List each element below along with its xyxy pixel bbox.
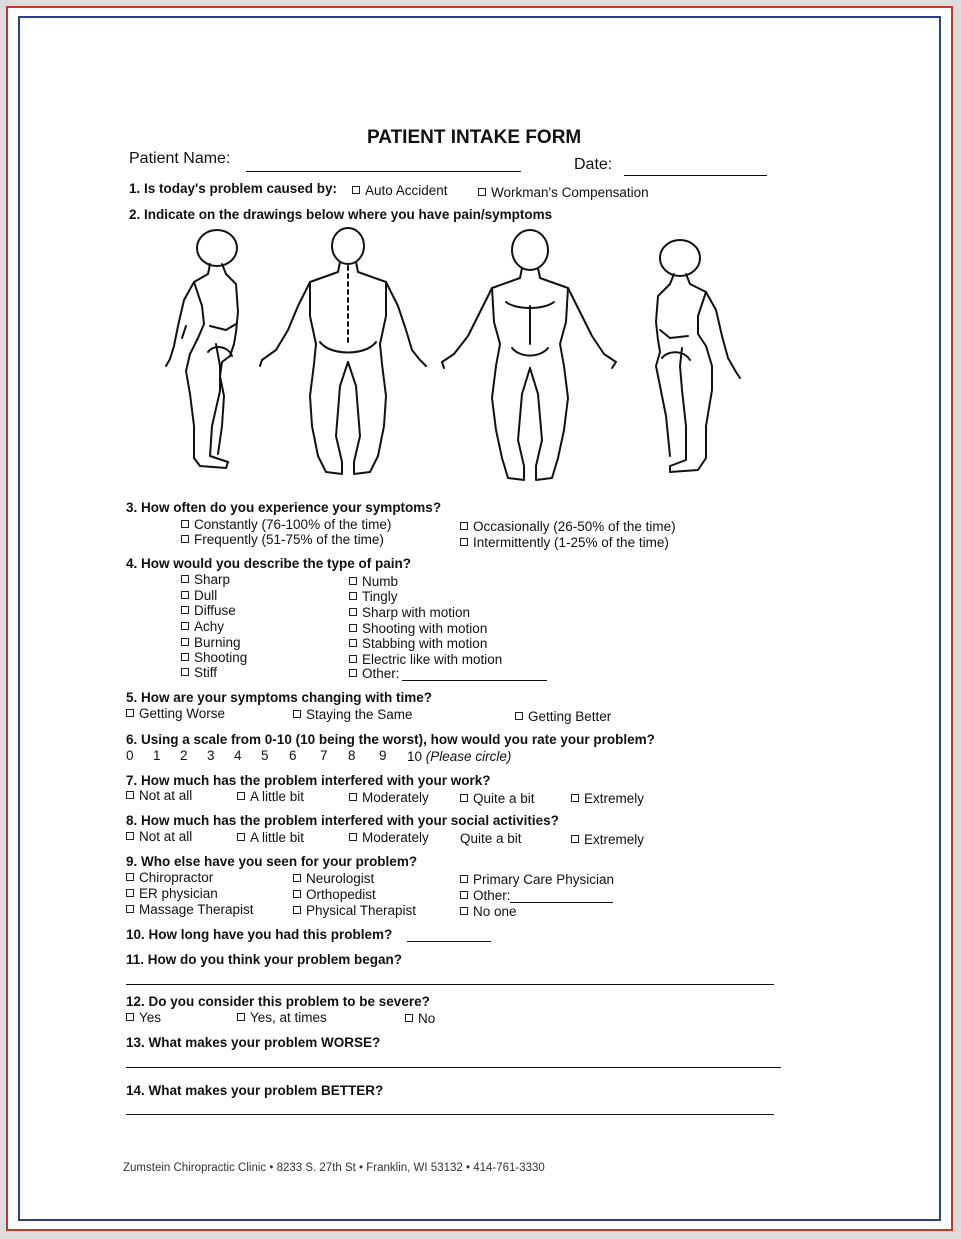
q6-scale-9[interactable]: 9 xyxy=(379,748,387,763)
checkbox[interactable] xyxy=(126,905,134,913)
checkbox[interactable] xyxy=(181,575,189,583)
checkbox[interactable] xyxy=(460,794,468,802)
q6-scale-1[interactable]: 1 xyxy=(153,748,161,763)
q3-option-frequently[interactable]: Frequently (51-75% of the time) xyxy=(181,532,384,548)
checkbox[interactable] xyxy=(405,1014,413,1022)
checkbox[interactable] xyxy=(460,875,468,883)
checkbox[interactable] xyxy=(126,709,134,717)
q4-option-shooting[interactable]: Shooting xyxy=(181,650,247,666)
q7-option-quite-a-bit[interactable]: Quite a bit xyxy=(460,791,535,807)
q6-scale-2[interactable]: 2 xyxy=(180,748,188,763)
checkbox[interactable] xyxy=(349,639,357,647)
q8-option-quite-a-bit[interactable]: Quite a bit xyxy=(460,831,522,846)
form-title: PATIENT INTAKE FORM xyxy=(367,127,582,148)
q10-text: 10. How long have you had this problem? xyxy=(126,927,393,942)
q6-scale-0[interactable]: 0 xyxy=(126,748,134,763)
checkbox[interactable] xyxy=(460,522,468,530)
q5-text: 5. How are your symptoms changing with time? xyxy=(126,690,433,705)
q6-scale-6[interactable]: 6 xyxy=(289,748,297,763)
checkbox[interactable] xyxy=(126,832,134,840)
checkbox[interactable] xyxy=(181,591,189,599)
checkbox[interactable] xyxy=(293,890,301,898)
q3-option-intermittently[interactable]: Intermittently (1-25% of the time) xyxy=(460,535,669,551)
q5-option-staying-same[interactable]: Staying the Same xyxy=(293,707,413,723)
q3-option-occasionally[interactable]: Occasionally (26-50% of the time) xyxy=(460,519,676,535)
q9-option-er-physician[interactable]: ER physician xyxy=(126,886,218,902)
q9-option-primary-care[interactable]: Primary Care Physician xyxy=(460,872,614,888)
q4-option-stiff[interactable]: Stiff xyxy=(181,665,217,681)
checkbox[interactable] xyxy=(181,668,189,676)
checkbox[interactable] xyxy=(237,1013,245,1021)
q4-option-achy[interactable]: Achy xyxy=(181,619,224,635)
checkbox[interactable] xyxy=(460,907,468,915)
q4-option-sharp[interactable]: Sharp xyxy=(181,572,230,588)
q1-option-auto-accident[interactable]: Auto Accident xyxy=(352,183,448,199)
checkbox[interactable] xyxy=(293,874,301,882)
checkbox[interactable] xyxy=(181,622,189,630)
q4-option-diffuse[interactable]: Diffuse xyxy=(181,603,236,619)
q12-text: 12. Do you consider this problem to be severe? xyxy=(126,994,430,1009)
body-diagrams[interactable] xyxy=(150,226,760,488)
q6-scale-5[interactable]: 5 xyxy=(261,748,269,763)
q7-option-extremely[interactable]: Extremely xyxy=(571,791,644,807)
q14-text: 14. What makes your problem BETTER? xyxy=(126,1083,384,1098)
q3-option-constantly[interactable]: Constantly (76-100% of the time) xyxy=(181,517,391,533)
checkbox[interactable] xyxy=(349,608,357,616)
patient-name-field[interactable] xyxy=(246,171,521,172)
checkbox[interactable] xyxy=(349,655,357,663)
q8-text: 8. How much has the problem interfered with your social activities? xyxy=(126,813,559,828)
checkbox[interactable] xyxy=(460,891,468,899)
checkbox[interactable] xyxy=(126,873,134,881)
q12-option-yes[interactable]: Yes xyxy=(126,1010,161,1026)
q1-text: 1. Is today's problem caused by: xyxy=(129,181,338,196)
q8-option-little-bit[interactable]: A little bit xyxy=(237,830,304,846)
q4-option-tingly[interactable]: Tingly xyxy=(349,589,398,605)
checkbox[interactable] xyxy=(237,833,245,841)
q7-option-little-bit[interactable]: A little bit xyxy=(237,789,304,805)
checkbox[interactable] xyxy=(515,712,523,720)
checkbox[interactable] xyxy=(349,793,357,801)
q9-option-physical-therapist[interactable]: Physical Therapist xyxy=(293,903,416,919)
q12-option-yes-at-times[interactable]: Yes, at times xyxy=(237,1010,327,1026)
q4-option-dull[interactable]: Dull xyxy=(181,588,217,604)
q9-option-massage-therapist[interactable]: Massage Therapist xyxy=(126,902,254,918)
q4-option-burning[interactable]: Burning xyxy=(181,635,241,651)
q6-scale-8[interactable]: 8 xyxy=(348,748,356,763)
checkbox[interactable] xyxy=(126,889,134,897)
q14-answer-field[interactable] xyxy=(126,1114,774,1115)
date-field[interactable] xyxy=(624,175,767,176)
checkbox[interactable] xyxy=(352,186,360,194)
q2-text: 2. Indicate on the drawings below where you have pain/symptoms xyxy=(129,207,553,222)
checkbox[interactable] xyxy=(181,606,189,614)
q13-answer-field[interactable] xyxy=(126,1067,781,1068)
q5-option-getting-better[interactable]: Getting Better xyxy=(515,709,611,725)
q11-answer-field[interactable] xyxy=(126,984,774,985)
q8-option-not-at-all[interactable]: Not at all xyxy=(126,829,192,845)
q4-option-sharp-with-motion[interactable]: Sharp with motion xyxy=(349,605,470,621)
q4-other-field[interactable] xyxy=(402,680,547,681)
q9-other-field[interactable] xyxy=(510,902,613,903)
clinic-footer: Zumstein Chiropractic Clinic • 8233 S. 27th St • Franklin, WI 53132 • 414-761-3330 xyxy=(123,1162,545,1174)
checkbox[interactable] xyxy=(349,577,357,585)
q4-option-electric-with-motion[interactable]: Electric like with motion xyxy=(349,652,502,668)
q3-text: 3. How often do you experience your symptoms? xyxy=(126,500,442,515)
checkbox[interactable] xyxy=(181,520,189,528)
checkbox[interactable] xyxy=(571,835,579,843)
q11-text: 11. How do you think your problem began? xyxy=(126,952,403,967)
q1-option-workmans-comp[interactable]: Workman's Compensation xyxy=(478,185,649,201)
q7-text: 7. How much has the problem interfered with your work? xyxy=(126,773,491,788)
date-label: Date: xyxy=(574,156,613,173)
q6-text: 6. Using a scale from 0-10 (10 being the worst), how would you rate your problem? xyxy=(126,732,655,747)
q8-option-extremely[interactable]: Extremely xyxy=(571,832,644,848)
q9-option-neurologist[interactable]: Neurologist xyxy=(293,871,374,887)
q10-answer-field[interactable] xyxy=(407,941,491,942)
checkbox[interactable] xyxy=(126,1013,134,1021)
checkbox[interactable] xyxy=(126,791,134,799)
patient-name-label: Patient Name: xyxy=(129,150,231,167)
q7-option-not-at-all[interactable]: Not at all xyxy=(126,788,192,804)
q4-option-stabbing-with-motion[interactable]: Stabbing with motion xyxy=(349,636,487,652)
q6-scale-10[interactable]: 10 (Please circle) xyxy=(407,749,512,764)
q6-note: (Please circle) xyxy=(425,749,512,764)
body-figure-side-right[interactable] xyxy=(166,230,238,468)
checkbox[interactable] xyxy=(181,535,189,543)
checkbox[interactable] xyxy=(349,624,357,632)
q6-scale-4[interactable]: 4 xyxy=(234,748,242,763)
q4-option-numb[interactable]: Numb xyxy=(349,574,398,590)
q5-option-getting-worse[interactable]: Getting Worse xyxy=(126,706,225,722)
checkbox[interactable] xyxy=(293,710,301,718)
body-figure-side-left[interactable] xyxy=(656,240,740,472)
q9-option-no-one[interactable]: No one xyxy=(460,904,517,920)
checkbox[interactable] xyxy=(237,792,245,800)
q9-option-other[interactable]: Other: xyxy=(460,888,511,904)
checkbox[interactable] xyxy=(293,906,301,914)
q7-option-moderately[interactable]: Moderately xyxy=(349,790,429,806)
q4-option-other[interactable]: Other: xyxy=(349,666,400,682)
checkbox[interactable] xyxy=(349,669,357,677)
q9-option-chiropractor[interactable]: Chiropractor xyxy=(126,870,213,886)
q9-option-orthopedist[interactable]: Orthopedist xyxy=(293,887,376,903)
checkbox[interactable] xyxy=(181,653,189,661)
checkbox[interactable] xyxy=(349,833,357,841)
q6-scale-3[interactable]: 3 xyxy=(207,748,215,763)
q13-text: 13. What makes your problem WORSE? xyxy=(126,1035,381,1050)
checkbox[interactable] xyxy=(478,188,486,196)
checkbox[interactable] xyxy=(460,538,468,546)
body-figure-back[interactable] xyxy=(260,228,426,474)
checkbox[interactable] xyxy=(349,592,357,600)
q9-text: 9. Who else have you seen for your problem? xyxy=(126,854,418,869)
q4-text: 4. How would you describe the type of pain? xyxy=(126,556,412,571)
q12-option-no[interactable]: No xyxy=(405,1011,435,1027)
q8-option-moderately[interactable]: Moderately xyxy=(349,830,429,846)
q4-option-shooting-with-motion[interactable]: Shooting with motion xyxy=(349,621,487,637)
q6-scale-7[interactable]: 7 xyxy=(320,748,328,763)
checkbox[interactable] xyxy=(181,638,189,646)
body-figure-front[interactable] xyxy=(442,230,616,480)
checkbox[interactable] xyxy=(571,794,579,802)
